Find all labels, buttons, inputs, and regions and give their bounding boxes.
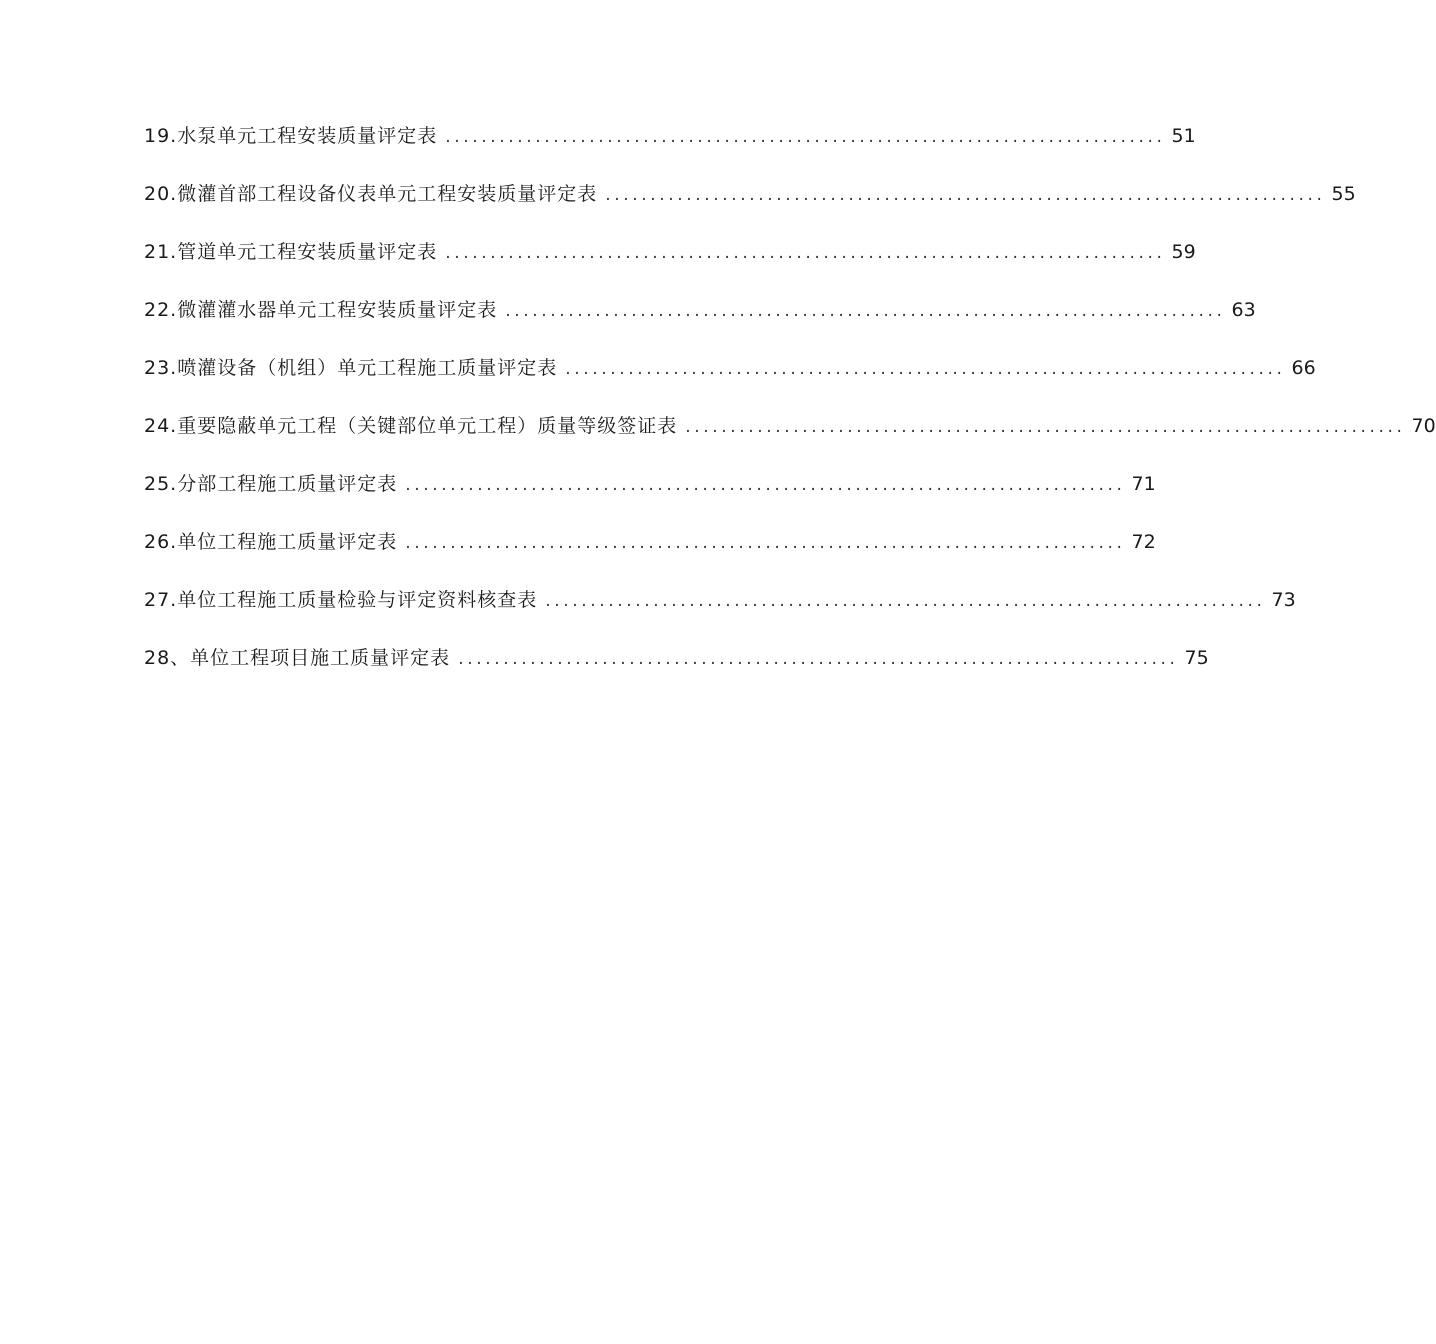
toc-entry[interactable]	[144, 234, 1196, 292]
toc-dot-leader: ................................................................................	[685, 417, 1406, 437]
toc-entry-title: 25.分部工程施工质量评定表	[144, 473, 398, 495]
toc-page-number: 73	[1271, 589, 1296, 611]
toc-entry[interactable]	[144, 466, 1156, 524]
toc-entry[interactable]	[144, 524, 1156, 582]
toc-entry[interactable]	[144, 640, 1209, 698]
toc-entry-title: 24.重要隐蔽单元工程（关键部位单元工程）质量等级签证表	[144, 415, 678, 437]
toc-entry[interactable]	[144, 408, 1436, 466]
toc-page-number: 63	[1231, 299, 1256, 321]
toc-page-number: 70	[1411, 415, 1436, 437]
toc-entry-title: 22.微灌灌水器单元工程安装质量评定表	[144, 299, 498, 321]
toc-dot-leader: ................................................................................	[605, 185, 1326, 205]
toc-page-number: 66	[1291, 357, 1316, 379]
toc-page-number: 59	[1171, 241, 1196, 263]
toc-entry[interactable]	[144, 176, 1356, 234]
toc-dot-leader: ................................................................................	[545, 591, 1266, 611]
toc-dot-leader: ................................................................................	[445, 243, 1166, 263]
toc-dot-leader: ................................................................................	[565, 359, 1286, 379]
toc-dot-leader: ................................................................................	[445, 127, 1166, 147]
toc-entry-title: 20.微灌首部工程设备仪表单元工程安装质量评定表	[144, 183, 598, 205]
toc-page-number: 72	[1131, 531, 1156, 553]
toc-dot-leader: ................................................................................	[405, 533, 1126, 553]
toc-entry[interactable]	[144, 292, 1256, 350]
toc-dot-leader: ................................................................................	[458, 649, 1179, 669]
toc-page-number: 55	[1331, 183, 1356, 205]
toc-page-number: 51	[1171, 125, 1196, 147]
toc-entry-title: 27.单位工程施工质量检验与评定资料核查表	[144, 589, 538, 611]
toc-entry[interactable]	[144, 350, 1316, 408]
toc-entry[interactable]	[144, 118, 1196, 176]
toc-entry-title: 26.单位工程施工质量评定表	[144, 531, 398, 553]
toc-entry-title: 19.水泵单元工程安装质量评定表	[144, 125, 438, 147]
toc-entry[interactable]	[144, 582, 1296, 640]
toc-entry-title: 21.管道单元工程安装质量评定表	[144, 241, 438, 263]
toc-entry-title: 28、单位工程项目施工质量评定表	[144, 647, 451, 669]
toc-page-number: 75	[1184, 647, 1209, 669]
toc-dot-leader: ................................................................................	[405, 475, 1126, 495]
toc-dot-leader: ................................................................................	[505, 301, 1226, 321]
table-of-contents	[144, 118, 1436, 698]
toc-page-number: 71	[1131, 473, 1156, 495]
toc-entry-title: 23.喷灌设备（机组）单元工程施工质量评定表	[144, 357, 558, 379]
